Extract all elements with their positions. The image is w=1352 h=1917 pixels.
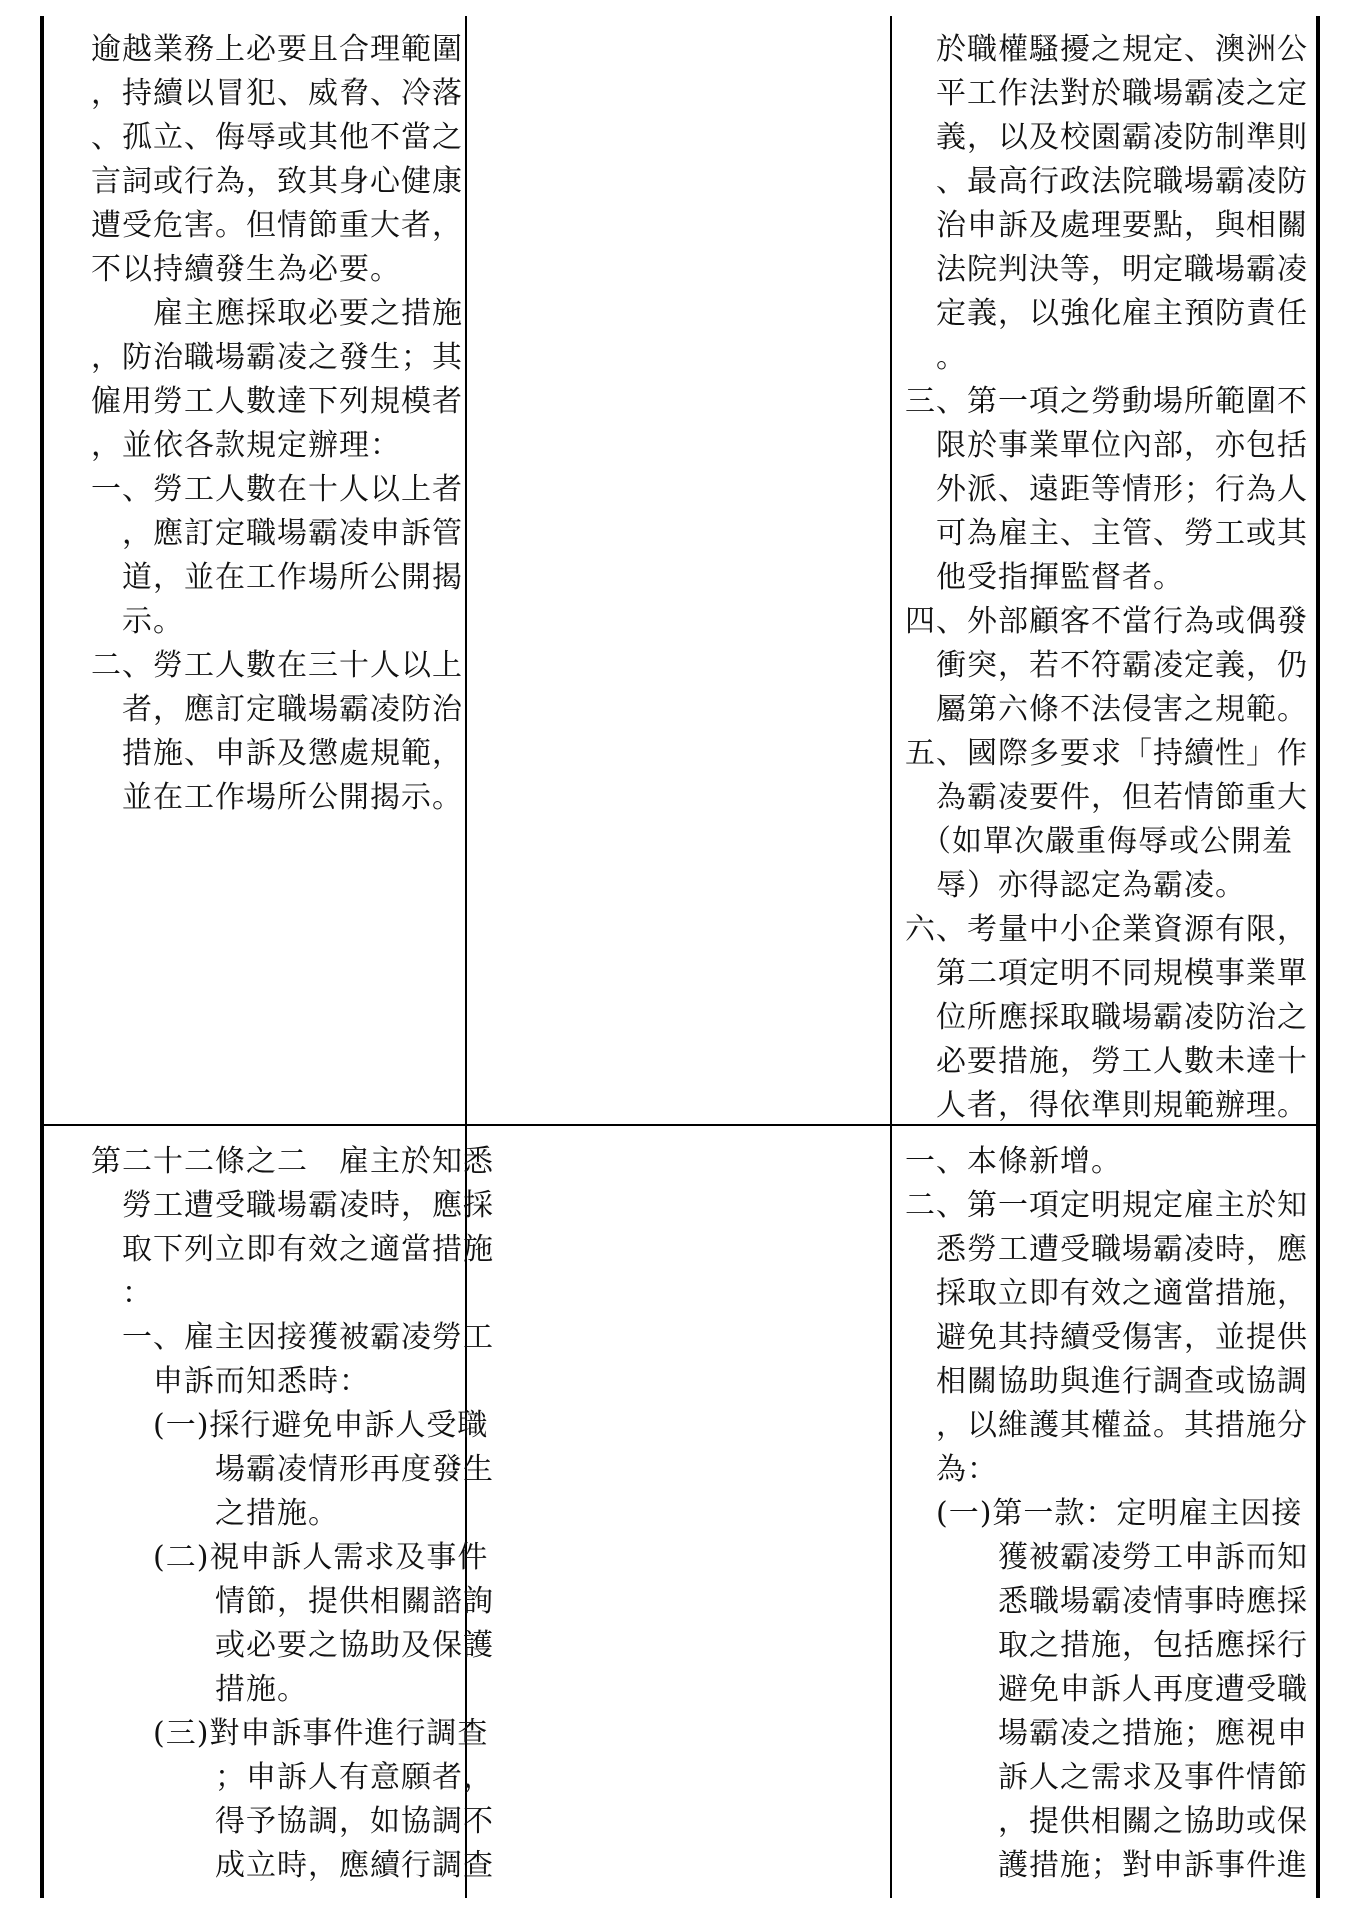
- column-divider-2: [890, 16, 892, 1898]
- text-line: 言詞或行為，致其身心健康: [91, 164, 463, 199]
- text-line: 採取立即有效之適當措施，: [905, 1276, 1308, 1311]
- text-line: 、最高行政法院職場霸凌防: [905, 164, 1308, 199]
- text-line: 外派、遠距等情形；行為人: [905, 472, 1308, 507]
- text-line: 獲被霸凌勞工申訴而知: [905, 1540, 1308, 1575]
- text-line: 取之措施，包括應採行: [905, 1628, 1308, 1663]
- text-line: 屬第六條不法侵害之規範。: [905, 692, 1308, 727]
- text-line: 者，應訂定職場霸凌防治: [91, 692, 463, 727]
- text-line: ，並依各款規定辦理：: [91, 428, 401, 463]
- text-line: ，應訂定職場霸凌申訴管: [91, 516, 463, 551]
- comparison-table: [40, 16, 1320, 1898]
- text-line: 他受指揮監督者。: [905, 560, 1184, 595]
- text-line: 位所應採取職場霸凌防治之: [905, 1000, 1308, 1035]
- text-line: 辱）亦得認定為霸凌。: [905, 868, 1246, 903]
- text-line: 得予協調，如協調不: [91, 1804, 494, 1839]
- text-line: 義，以及校園霸凌防制準則: [905, 120, 1308, 155]
- text-line: 二、勞工人數在三十人以上: [91, 648, 463, 683]
- text-line: ，提供相關之協助或保: [905, 1804, 1308, 1839]
- text-line: 逾越業務上必要且合理範圍: [91, 32, 463, 67]
- text-line: 成立時，應續行調查: [91, 1848, 494, 1883]
- text-line: 可為雇主、主管、勞工或其: [905, 516, 1308, 551]
- text-line: 限於事業單位內部，亦包括: [905, 428, 1308, 463]
- text-line: 相關協助與進行調查或協調: [905, 1364, 1308, 1399]
- text-line: 場霸凌之措施；應視申: [905, 1716, 1308, 1751]
- table-right-border: [1316, 16, 1320, 1898]
- text-line: 申訴而知悉時：: [91, 1364, 370, 1399]
- text-line: 情節，提供相關諮詢: [91, 1584, 494, 1619]
- text-line: 並在工作場所公開揭示。: [91, 780, 463, 815]
- text-line: (二)視申訴人需求及事件: [91, 1540, 489, 1575]
- text-line: 避免申訴人再度遭受職: [905, 1672, 1308, 1707]
- text-line: 避免其持續受傷害，並提供: [905, 1320, 1308, 1355]
- text-line: 必要措施，勞工人數未達十: [905, 1044, 1308, 1079]
- text-line: 於職權騷擾之規定、澳洲公: [905, 32, 1308, 67]
- text-line: 道，並在工作場所公開揭: [91, 560, 463, 595]
- text-line: 示。: [91, 604, 184, 639]
- text-line: 法院判決等，明定職場霸凌: [905, 252, 1308, 287]
- text-line: 悉勞工遭受職場霸凌時，應: [905, 1232, 1308, 1267]
- text-line: 場霸凌情形再度發生: [91, 1452, 494, 1487]
- text-line: 遭受危害。但情節重大者，: [91, 208, 463, 243]
- table-left-border: [40, 16, 44, 1898]
- text-line: ；申訴人有意願者，: [91, 1760, 494, 1795]
- text-line: (三)對申訴事件進行調查: [91, 1716, 489, 1751]
- text-line: 措施。: [91, 1672, 308, 1707]
- text-line: 衝突，若不符霸凌定義，仍: [905, 648, 1308, 683]
- row2-explanation-cell: [905, 1140, 1315, 1888]
- text-line: 護措施；對申訴事件進: [905, 1848, 1308, 1883]
- text-line: 之措施。: [91, 1496, 339, 1531]
- row1-explanation-cell: [905, 28, 1315, 1128]
- text-line: 僱用勞工人數達下列規模者: [91, 384, 463, 419]
- text-line: 四、外部顧客不當行為或偶發: [905, 604, 1308, 639]
- row2-proposed-text-cell: [91, 1140, 501, 1888]
- text-line: 二、第一項定明規定雇主於知: [905, 1188, 1308, 1223]
- text-line: 為：: [905, 1452, 998, 1487]
- text-line: 第二十二條之二 雇主於知悉: [91, 1144, 494, 1179]
- text-line: (一)第一款：定明雇主因接: [905, 1496, 1303, 1531]
- text-line: 。: [905, 340, 967, 375]
- text-line: 六、考量中小企業資源有限，: [905, 912, 1308, 947]
- text-line: 治申訴及處理要點，與相關: [905, 208, 1308, 243]
- text-line: 悉職場霸凌情事時應採: [905, 1584, 1308, 1619]
- text-line: ，持續以冒犯、威脅、冷落: [91, 76, 463, 111]
- text-line: 不以持續發生為必要。: [91, 252, 401, 287]
- text-line: 取下列立即有效之適當措施: [91, 1232, 494, 1267]
- text-line: 平工作法對於職場霸凌之定: [905, 76, 1308, 111]
- text-line: 雇主應採取必要之措施: [91, 296, 463, 331]
- text-line: （如單次嚴重侮辱或公開羞: [905, 824, 1293, 859]
- text-line: 勞工遭受職場霸凌時，應採: [91, 1188, 494, 1223]
- text-line: ，以維護其權益。其措施分: [905, 1408, 1308, 1443]
- text-line: 第二項定明不同規模事業單: [905, 956, 1308, 991]
- text-line: 為霸凌要件，但若情節重大: [905, 780, 1308, 815]
- text-line: 或必要之協助及保護: [91, 1628, 494, 1663]
- text-line: ：: [91, 1276, 153, 1311]
- text-line: 定義，以強化雇主預防責任: [905, 296, 1308, 331]
- text-line: 措施、申訴及懲處規範，: [91, 736, 463, 771]
- text-line: ，防治職場霸凌之發生；其: [91, 340, 463, 375]
- text-line: 訴人之需求及事件情節: [905, 1760, 1308, 1795]
- text-line: 五、國際多要求「持續性」作: [905, 736, 1308, 771]
- text-line: 三、第一項之勞動場所範圍不: [905, 384, 1308, 419]
- text-line: (一)採行避免申訴人受職: [91, 1408, 489, 1443]
- text-line: 一、勞工人數在十人以上者: [91, 472, 463, 507]
- row1-proposed-text-cell: [91, 28, 501, 820]
- text-line: 人者，得依準則規範辦理。: [905, 1088, 1308, 1123]
- text-line: 一、本條新增。: [905, 1144, 1122, 1179]
- text-line: 、孤立、侮辱或其他不當之: [91, 120, 463, 155]
- text-line: 一、雇主因接獲被霸凌勞工: [91, 1320, 494, 1355]
